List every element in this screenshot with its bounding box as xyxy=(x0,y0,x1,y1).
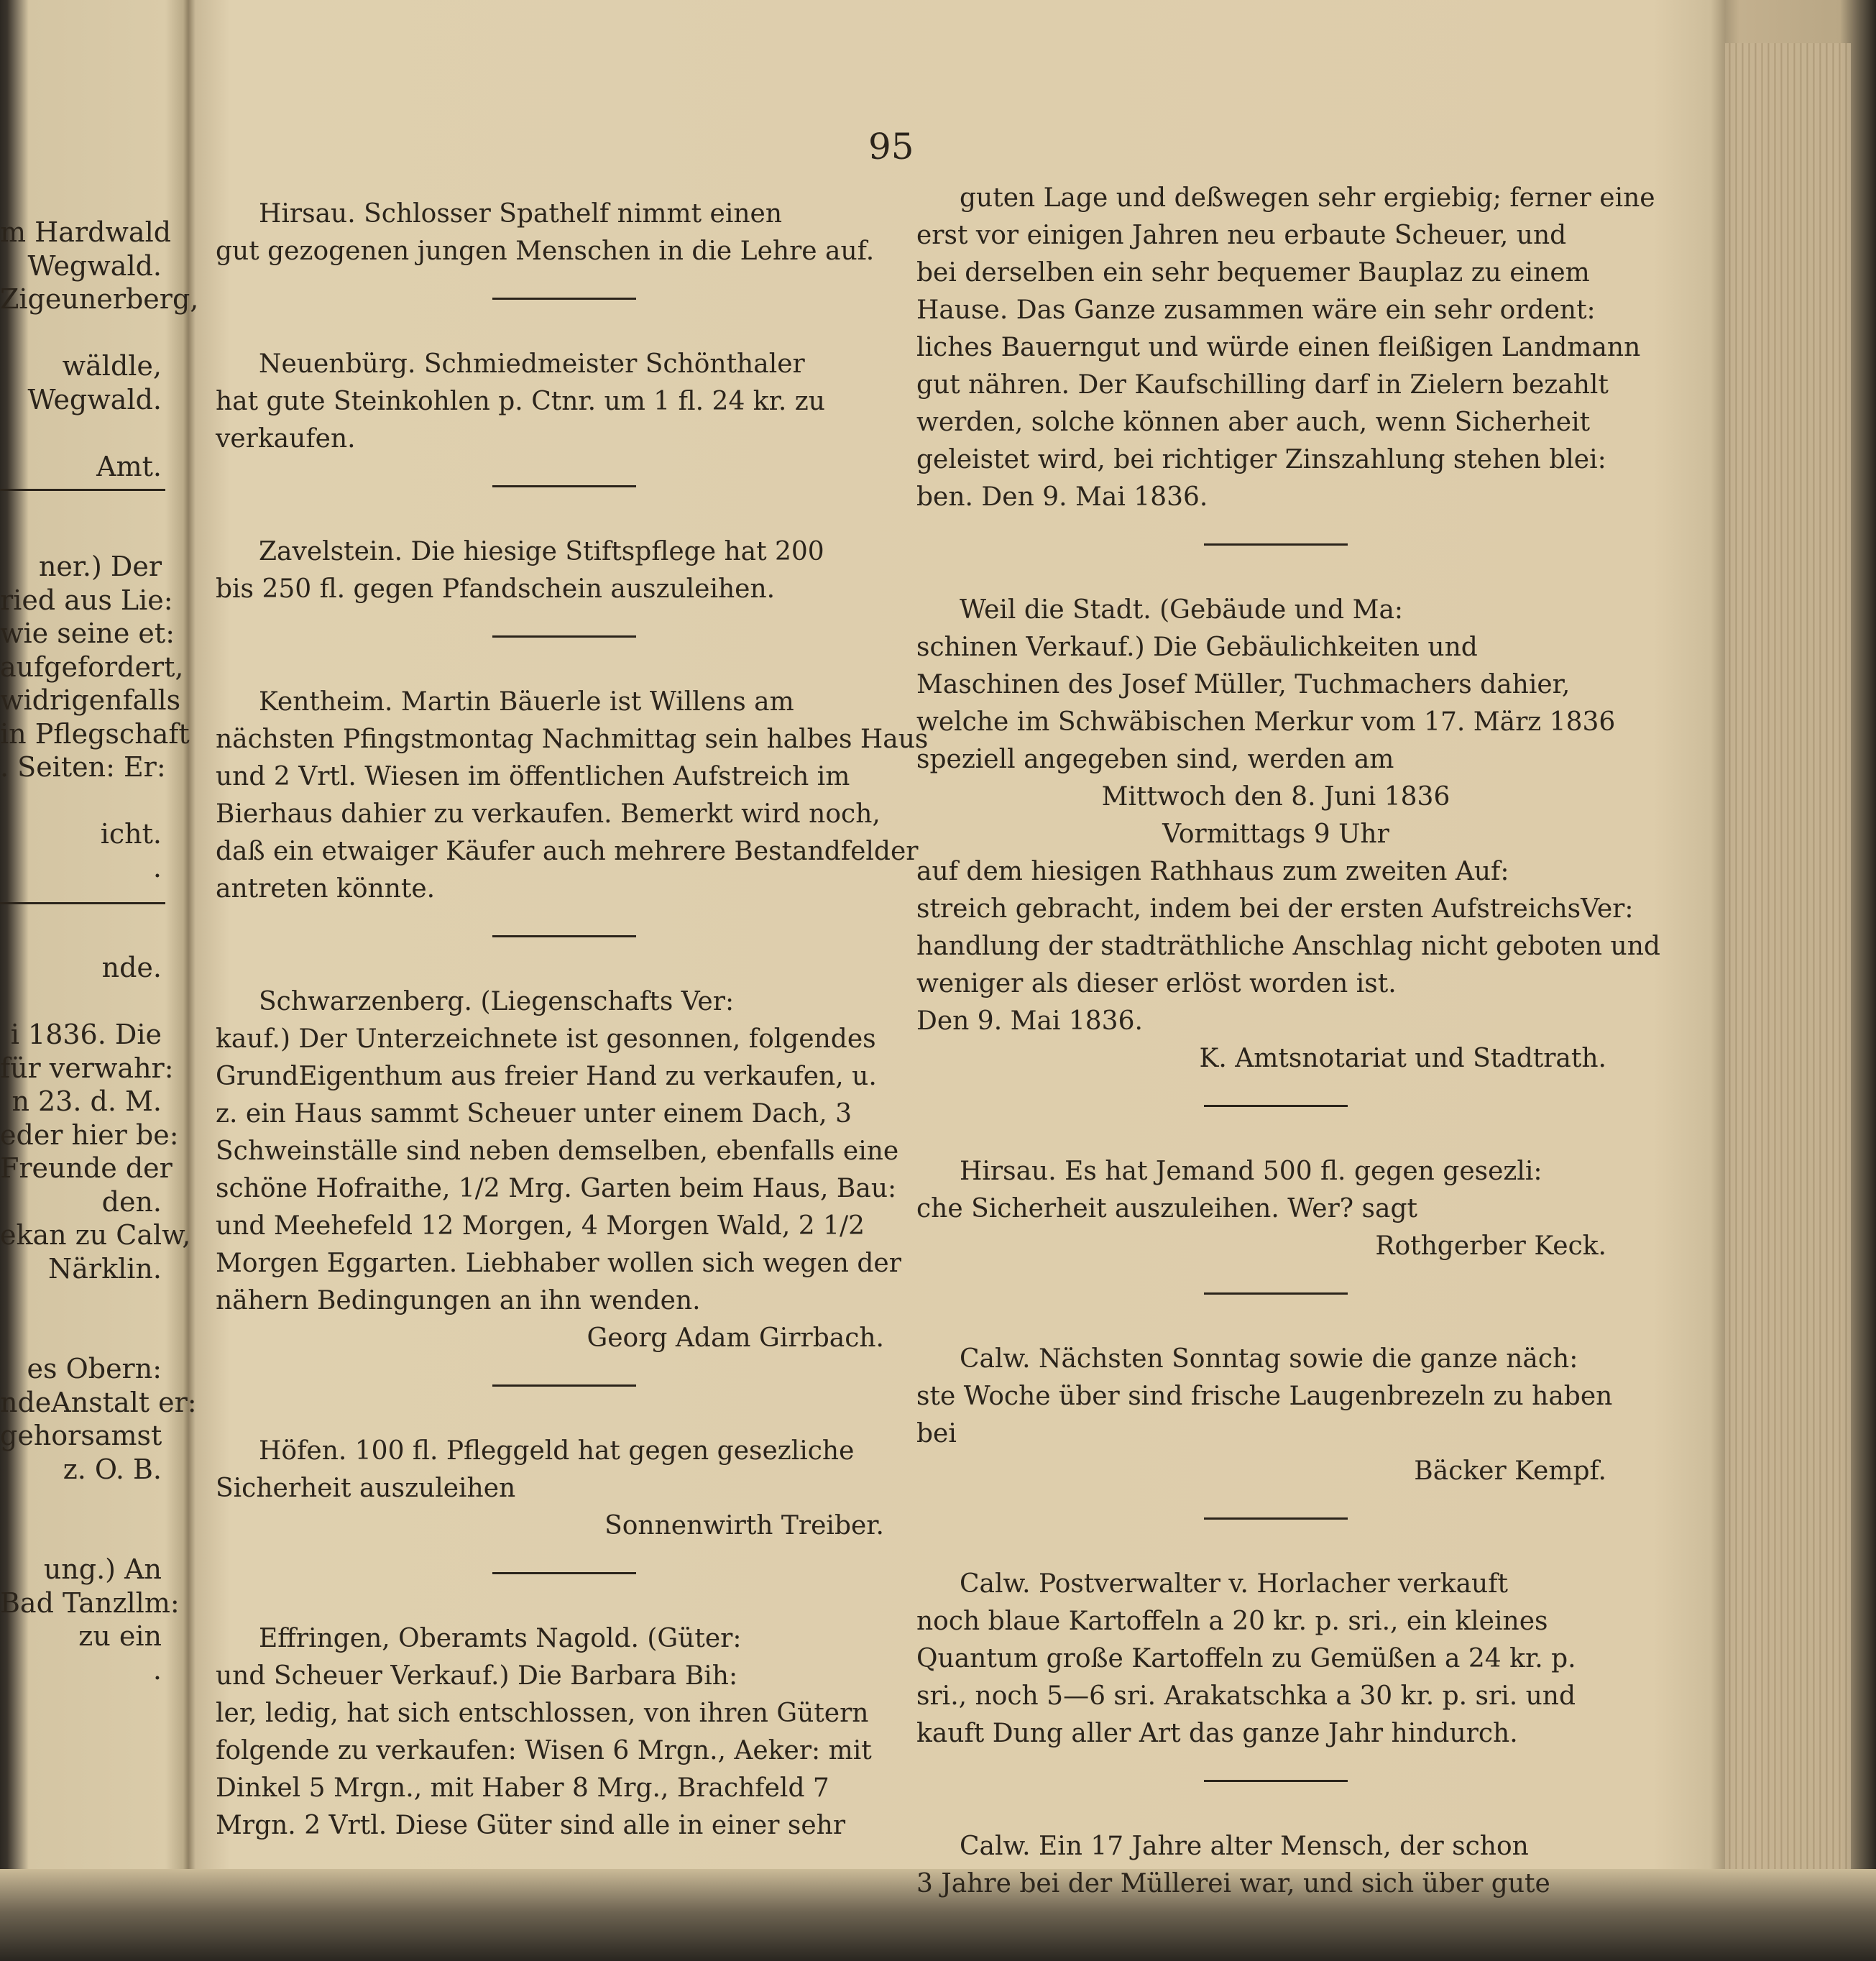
notice-block xyxy=(916,1828,1635,1903)
notice-block xyxy=(916,592,1660,1078)
notice-separator-rule xyxy=(492,485,636,487)
left-page-rule xyxy=(0,489,165,491)
page-fore-edge xyxy=(1725,43,1851,1898)
notice-line: noch blaue Kartoffeln a 20 kr. p. sri., ein kleines xyxy=(916,1607,1548,1636)
fragment-line: Wegwald. xyxy=(27,383,162,415)
notice-block xyxy=(916,1153,1635,1265)
notice-heading-line: Höfen. 100 fl. Pfleggeld hat gegen gesezliche xyxy=(259,1436,855,1466)
fragment-line xyxy=(0,316,162,350)
fragment-line: Närklin. xyxy=(48,1252,162,1285)
fragment-line xyxy=(0,1285,162,1319)
left-page-fragments xyxy=(0,216,199,1686)
notice-line: kauf.) Der Unterzeichnete ist gesonnen, folgendes xyxy=(216,1024,876,1054)
fragment-line: zu ein xyxy=(78,1620,162,1652)
fragment-line xyxy=(0,1520,162,1553)
notice-block xyxy=(216,196,913,270)
notice-block xyxy=(916,1566,1635,1753)
notice-line: Quantum große Kartoffeln zu Gemüßen a 24 kr. p. xyxy=(916,1644,1576,1673)
notice-line: streich gebracht, indem bei der ersten AufstreichsVer: xyxy=(916,894,1634,924)
notice-line: auf dem hiesigen Rathhaus zum zweiten Auf: xyxy=(916,857,1509,886)
notice-separator-rule xyxy=(1204,1292,1348,1295)
notice-line: bei xyxy=(916,1419,957,1448)
fragment-line: eder hier be: xyxy=(0,1119,179,1151)
notice-line: Den 9. Mai 1836. xyxy=(916,1006,1143,1036)
notice-separator-rule xyxy=(492,298,636,300)
notice-block xyxy=(916,1341,1635,1490)
fragment-line: ndeAnstalt er: xyxy=(0,1386,197,1418)
notice-line: verkaufen. xyxy=(216,424,356,454)
fragment-line: i 1836. Die xyxy=(10,1019,162,1050)
notice-line: antreten könnte. xyxy=(216,874,436,904)
fragment-line: ekan zu Calw, xyxy=(0,1219,191,1251)
fragment-line: icht. xyxy=(100,818,162,850)
notice-date-line: Mittwoch den 8. Juni 1836 xyxy=(1101,782,1450,812)
fragment-line: Bad Tanzllm: xyxy=(0,1586,180,1619)
fragment-line: . xyxy=(152,1653,162,1686)
notice-separator-rule xyxy=(1204,1780,1348,1782)
fragment-line: Wegwald. xyxy=(27,249,162,282)
notice-line: handlung der stadträthliche Anschlag nicht geboten und xyxy=(916,932,1660,961)
notice-block xyxy=(216,684,929,908)
notice-line: und Scheuer Verkauf.) Die Barbara Bih: xyxy=(216,1661,738,1691)
fragment-line xyxy=(0,1319,162,1353)
fragment-line: ner.) Der xyxy=(38,551,162,582)
fragment-line xyxy=(0,985,162,1019)
notice-line: Sicherheit auszuleihen xyxy=(216,1474,516,1503)
fragment-line: in Pflegschaft xyxy=(0,717,190,750)
notice-line: Hause. Das Ganze zusammen wäre ein sehr ordent: xyxy=(916,295,1596,325)
notice-line: GrundEigenthum aus freier Hand zu verkaufen, u. xyxy=(216,1062,877,1091)
fragment-line: n 23. d. M. xyxy=(12,1085,162,1117)
notice-line: erst vor einigen Jahren neu erbaute Scheuer, und xyxy=(916,221,1567,250)
fragment-line: den. xyxy=(101,1185,162,1218)
left-page-rule xyxy=(0,902,165,904)
notice-line: Morgen Eggarten. Liebhaber wollen sich wegen der xyxy=(216,1249,901,1278)
notice-block xyxy=(916,180,1655,516)
fragment-line: ried aus Lie: xyxy=(0,584,173,616)
page-number: 95 xyxy=(868,126,914,167)
notice-heading-line: Neuenbürg. Schmiedmeister Schönthaler xyxy=(259,349,805,379)
notice-line: liches Bauerngut und würde einen fleißigen Landmann xyxy=(916,333,1641,362)
notice-line: schinen Verkauf.) Die Gebäulichkeiten und xyxy=(916,633,1478,662)
notice-line: bis 250 fl. gegen Pfandschein auszuleihen. xyxy=(216,574,776,604)
fragment-line: m Hardwald xyxy=(0,216,172,248)
notice-heading-line: Effringen, Oberamts Nagold. (Güter: xyxy=(259,1624,742,1653)
notice-heading-line: Kentheim. Martin Bäuerle ist Willens am xyxy=(259,687,794,717)
notice-separator-rule xyxy=(492,935,636,937)
notice-block xyxy=(216,1433,913,1545)
fragment-line: für verwahr: xyxy=(0,1052,174,1084)
notice-block xyxy=(216,983,913,1357)
notice-line: kauft Dung aller Art das ganze Jahr hindurch. xyxy=(916,1719,1518,1748)
notice-line: z. ein Haus sammt Scheuer unter einem Dach, 3 xyxy=(216,1099,852,1129)
notice-signature: Georg Adam Girrbach. xyxy=(587,1323,884,1353)
notice-block xyxy=(216,533,913,608)
notice-line: che Sicherheit auszuleihen. Wer? sagt xyxy=(916,1194,1417,1223)
notice-line: ler, ledig, hat sich entschlossen, von ihren Gütern xyxy=(216,1699,869,1728)
notice-heading-line: guten Lage und deßwegen sehr ergiebig; ferner eine xyxy=(960,183,1655,213)
notice-signature: Rothgerber Keck. xyxy=(1375,1231,1606,1261)
fragment-line: . xyxy=(152,851,162,883)
notice-separator-rule xyxy=(492,1384,636,1387)
notice-line: Bierhaus dahier zu verkaufen. Bemerkt wird noch, xyxy=(216,799,880,829)
notice-line: folgende zu verkaufen: Wisen 6 Mrgn., Aeker: mit xyxy=(216,1736,872,1765)
fragment-line: wäldle, xyxy=(62,350,162,382)
notice-line: werden, solche können aber auch, wenn Sicherheit xyxy=(916,408,1591,437)
notice-line: schöne Hofraithe, 1/2 Mrg. Garten beim Haus, Bau: xyxy=(216,1174,897,1203)
column-2 xyxy=(916,180,1660,1907)
notice-line: gut nähren. Der Kaufschilling darf in Zielern bezahlt xyxy=(916,370,1609,400)
notice-separator-rule xyxy=(1204,1517,1348,1520)
notice-signature: K. Amtsnotariat und Stadtrath. xyxy=(1199,1044,1606,1073)
notice-line: daß ein etwaiger Käufer auch mehrere Bestandfelder xyxy=(216,837,919,866)
fragment-line: wie seine et: xyxy=(0,617,175,649)
notice-separator-rule xyxy=(1204,543,1348,546)
notice-line: sri., noch 5—6 sri. Arakatschka a 30 kr. p. sri. und xyxy=(916,1681,1576,1711)
notice-line: speziell angegeben sind, werden am xyxy=(916,745,1394,774)
notice-date-line: Vormittags 9 Uhr xyxy=(1162,819,1389,849)
fragment-line: Amt. xyxy=(96,450,162,482)
notice-line: nächsten Pfingstmontag Nachmittag sein halbes Haus xyxy=(216,725,929,754)
fragment-line: z. O. B. xyxy=(63,1453,162,1485)
notice-line: nähern Bedingungen an ihn wenden. xyxy=(216,1286,701,1315)
notice-heading-line: Calw. Postverwalter v. Horlacher verkauft xyxy=(960,1569,1509,1599)
fragment-line xyxy=(0,784,162,818)
notice-block xyxy=(216,346,913,458)
notice-line: ben. Den 9. Mai 1836. xyxy=(916,482,1208,512)
fragment-line xyxy=(0,483,162,517)
notice-heading-line: Calw. Ein 17 Jahre alter Mensch, der schon xyxy=(960,1832,1529,1861)
notice-line: Mrgn. 2 Vrtl. Diese Güter sind alle in einer sehr xyxy=(216,1811,846,1840)
fragment-line: gehorsamst xyxy=(0,1420,162,1451)
notice-signature: Sonnenwirth Treiber. xyxy=(604,1511,884,1540)
fragment-line xyxy=(0,884,162,918)
fragment-line xyxy=(0,416,162,450)
notice-line: 3 Jahre bei der Müllerei war, und sich über gute xyxy=(916,1869,1550,1898)
notice-line: weniger als dieser erlöst worden ist. xyxy=(916,969,1397,998)
fragment-line xyxy=(0,918,162,952)
notice-line: welche im Schwäbischen Merkur vom 17. März 1836 xyxy=(916,707,1616,737)
notice-line: geleistet wird, bei richtiger Zinszahlung stehen blei: xyxy=(916,445,1606,474)
notice-line: ste Woche über sind frische Laugenbrezeln zu haben xyxy=(916,1382,1613,1411)
notice-line: Schweinställe sind neben demselben, ebenfalls eine xyxy=(216,1136,899,1166)
fragment-line: Freunde der xyxy=(0,1152,173,1184)
fragment-line: . Seiten: Er: xyxy=(0,751,166,783)
notice-separator-rule xyxy=(492,635,636,638)
notice-separator-rule xyxy=(492,1572,636,1574)
fragment-line: Zigeunerberg, xyxy=(0,283,199,315)
fragment-line xyxy=(0,517,162,551)
notice-heading-line: Weil die Stadt. (Gebäude und Ma: xyxy=(960,595,1404,625)
notice-heading-line: Hirsau. Es hat Jemand 500 fl. gegen gesezli: xyxy=(960,1157,1542,1186)
column-1 xyxy=(216,196,929,1849)
notice-line: bei derselben ein sehr bequemer Bauplaz zu einem xyxy=(916,258,1590,288)
notice-signature: Bäcker Kempf. xyxy=(1414,1456,1606,1486)
fragment-line: aufgefordert, xyxy=(0,651,184,683)
notice-line: und Meehefeld 12 Morgen, 4 Morgen Wald, 2 1/2 xyxy=(216,1211,865,1241)
fragment-line: nde. xyxy=(101,952,162,983)
fragment-line: widrigenfalls xyxy=(0,684,181,716)
notice-heading-line: Zavelstein. Die hiesige Stiftspflege hat 200 xyxy=(259,537,824,566)
notice-separator-rule xyxy=(1204,1105,1348,1107)
notice-line: hat gute Steinkohlen p. Ctnr. um 1 fl. 24 kr. zu xyxy=(216,387,825,416)
fragment-line: ung.) An xyxy=(43,1553,162,1585)
notice-line: und 2 Vrtl. Wiesen im öffentlichen Aufstreich im xyxy=(216,762,850,791)
notice-heading-line: Calw. Nächsten Sonntag sowie die ganze näch: xyxy=(960,1344,1578,1374)
fragment-line: es Obern: xyxy=(27,1353,162,1384)
notice-heading-line: Hirsau. Schlosser Spathelf nimmt einen xyxy=(259,199,783,229)
notice-heading-line: Schwarzenberg. (Liegenschafts Ver: xyxy=(259,987,735,1016)
notice-block xyxy=(216,1620,913,1845)
notice-line: gut gezogenen jungen Menschen in die Lehre auf. xyxy=(216,236,875,266)
fragment-line xyxy=(0,1486,162,1520)
notice-line: Dinkel 5 Mrgn., mit Haber 8 Mrg., Brachfeld 7 xyxy=(216,1773,829,1803)
notice-line: Maschinen des Josef Müller, Tuchmachers dahier, xyxy=(916,670,1571,699)
